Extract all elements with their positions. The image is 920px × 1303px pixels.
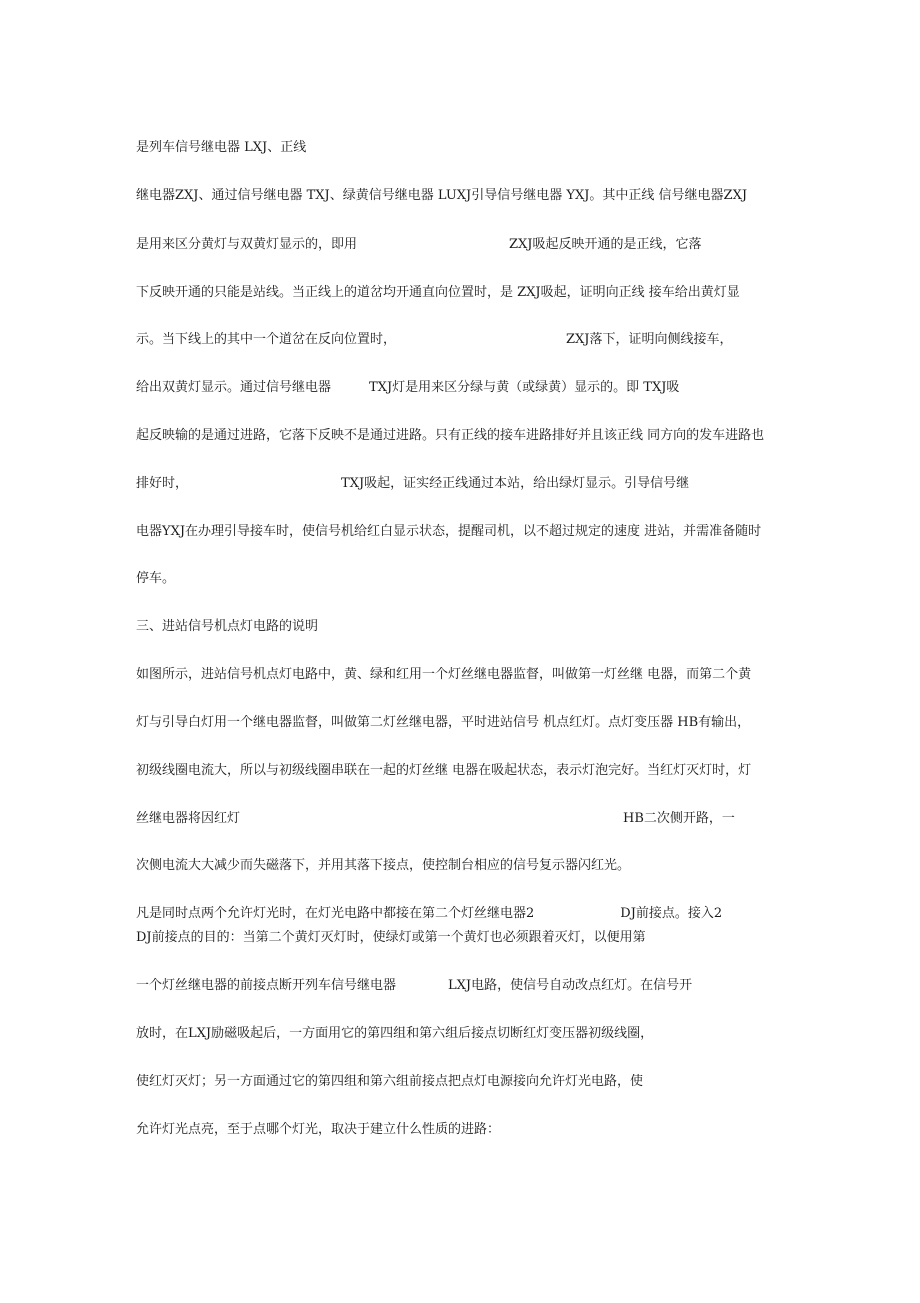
text-line-21: 使红灯灭灯；另一方面通过它的第四组和第六组前接点把点灯电源接向允许灯光电路，使: [136, 1074, 644, 1089]
text-line-17: 凡是同时点两个允许灯光时，在灯光电路中都接在第二个灯丝继电器2 DJ前接点。接入2: [136, 906, 723, 921]
text-line-13: 灯与引导白灯用一个继电器监督，叫做第二灯丝继电器，平时进站信号 机点红灯。点灯变压器 HB有输出，: [136, 715, 751, 730]
section-heading: 三、进站信号机点灯电路的说明: [136, 619, 319, 634]
text-line-7: 起反映输的是通过进路，它落下反映不是通过进路。只有正线的接车进路排好并且该正线 同方向的发车进路也: [136, 428, 765, 443]
text-line-22: 允许灯光点亮，至于点哪个灯光，取决于建立什么性质的进路：: [136, 1122, 501, 1137]
text-line-20: 放时，在LXJ励磁吸起后，一方面用它的第四组和第六组后接点切断红灯变压器初级线圈，: [136, 1026, 654, 1041]
text-line-18: DJ前接点的目的：当第二个黄灯灭灯时，使绿灯或第一个黄灯也必须跟着灭灯，以便用第: [136, 930, 646, 945]
text-line-16: 次侧电流大大减少而失磁落下，并用其落下接点，使控制台相应的信号复示器闪红光。: [136, 858, 631, 873]
text-line-10: 停车。: [136, 571, 176, 586]
text-line-19: 一个灯丝继电器的前接点断开列车信号继电器 LXJ电路，使信号自动改点红灯。在信号开: [136, 978, 693, 993]
text-line-2: 继电器ZXJ、通过信号继电器 TXJ、绿黄信号继电器 LUXJ引导信号继电器 YXJ。其中正线 信号继电器ZXJ: [136, 188, 748, 203]
text-line-12: 如图所示，进站信号机点灯电路中，黄、绿和红用一个灯丝继电器监督，叫做第一灯丝继 电器，而第二个黄: [136, 667, 752, 682]
text-line-9: 电器YXJ在办理引导接车时，使信号机给红白显示状态，提醒司机，以不超过规定的速度 进站，并需准备随时: [136, 524, 762, 539]
text-line-5: 示。当下线上的其中一个道岔在反向位置时， ZXJ落下，证明向侧线接车，: [136, 332, 733, 347]
text-line-14: 初级线圈电流大，所以与初级线圈串联在一起的灯丝继 电器在吸起状态，表示灯泡完好。当红灯灭灯时，灯: [136, 763, 752, 778]
text-line-8: 排好时， TXJ吸起，证实经正线通过本站，给出绿灯显示。引导信号继: [136, 476, 690, 491]
text-line-1: 是列车信号继电器 LXJ、正线: [136, 140, 307, 155]
text-line-6: 给出双黄灯显示。通过信号继电器 TXJ灯是用来区分绿与黄（或绿黄）显示的。即 TXJ吸: [136, 380, 680, 395]
text-line-3: 是用来区分黄灯与双黄灯显示的，即用 ZXJ吸起反映开通的是正线，它落: [136, 237, 702, 252]
text-line-15: 丝继电器将因红灯 HB二次侧开路，一: [136, 811, 735, 826]
text-line-4: 下反映开通的只能是站线。当正线上的道岔均开通直向位置时，是 ZXJ吸起，证明向正线 接车给出黄灯显: [136, 285, 740, 300]
